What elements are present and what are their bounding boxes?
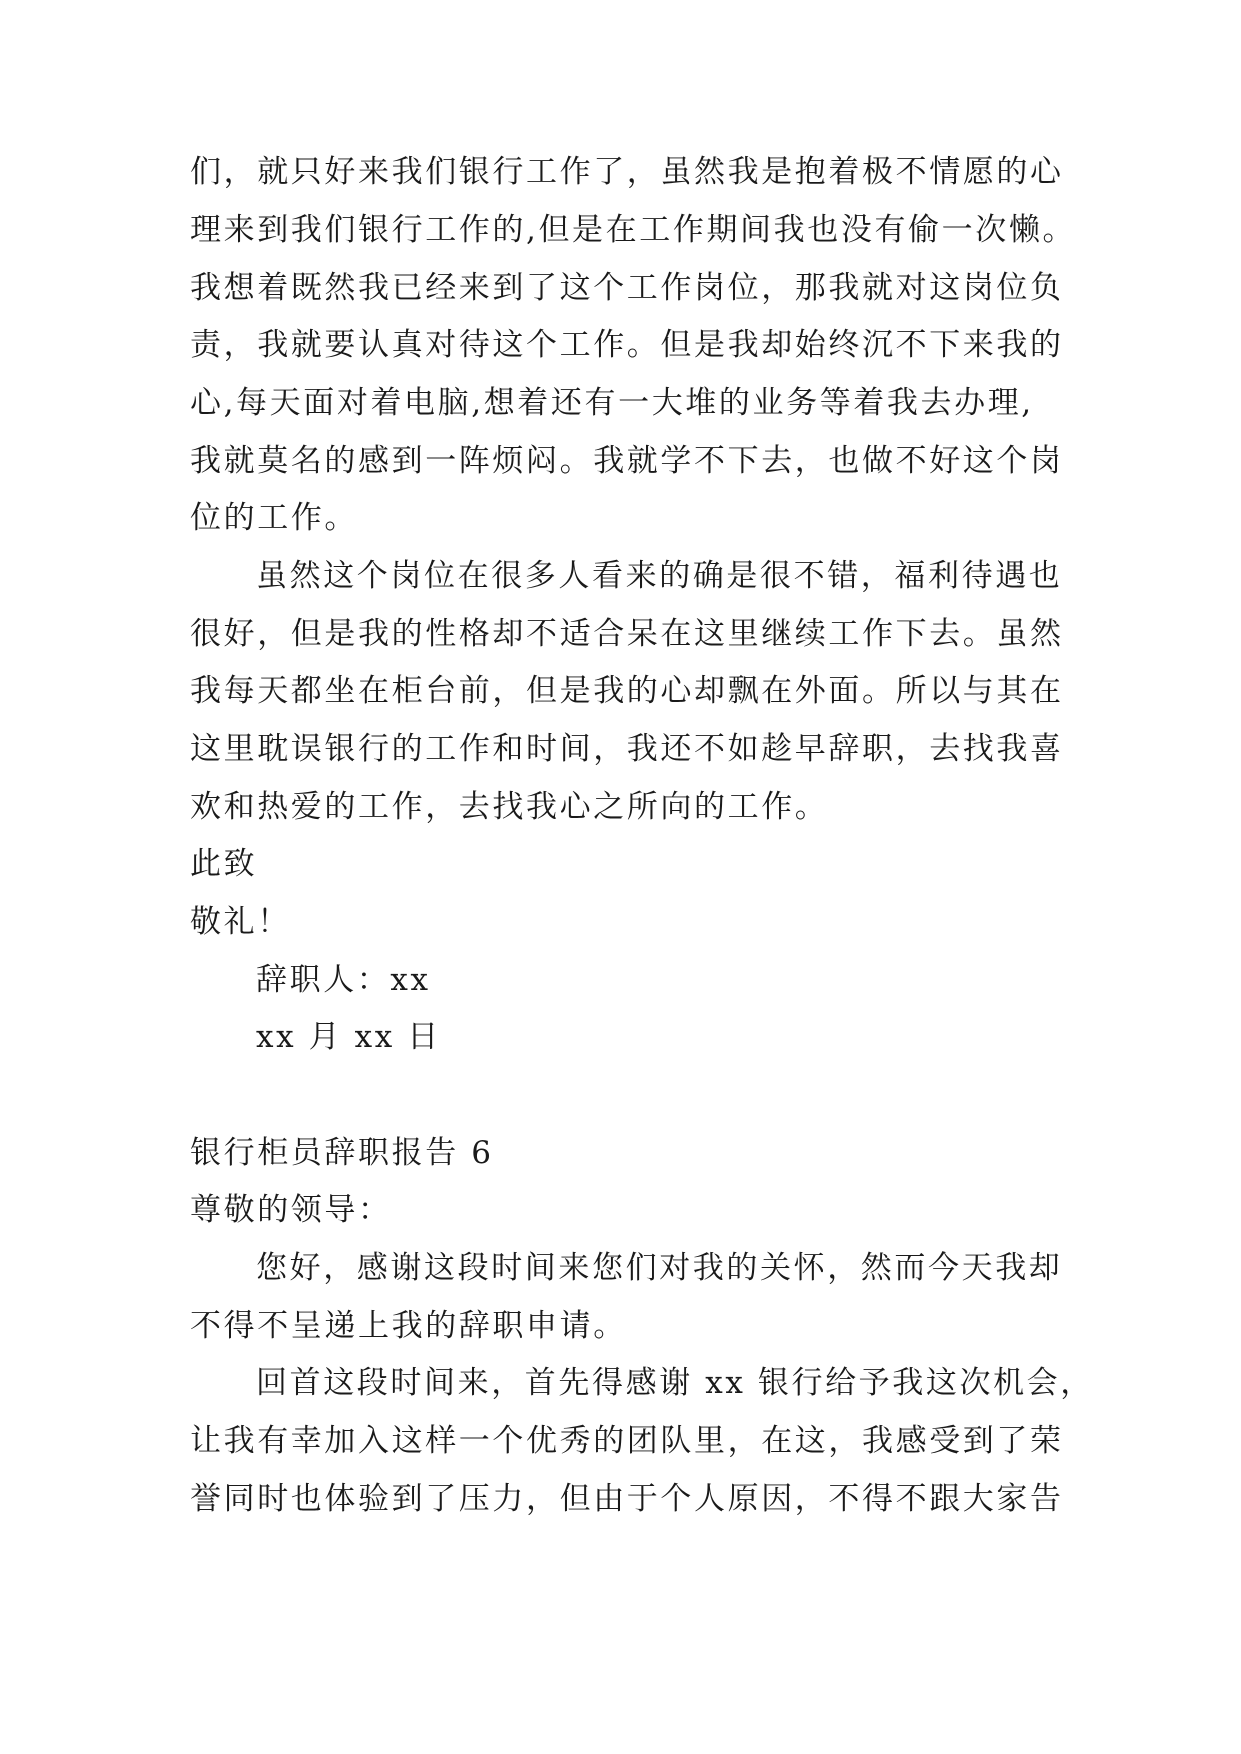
section-title: 银行柜员辞职报告 6 xyxy=(190,1135,494,1171)
signature-name: 辞职人：xx xyxy=(256,962,431,998)
body-text-line: 我每天都坐在柜台前，但是我的心却飘在外面。所以与其在 xyxy=(190,673,1064,709)
body-text-line: 们，就只好来我们银行工作了，虽然我是抱着极不情愿的心 xyxy=(190,154,1064,190)
body-text-line: 位的工作。 xyxy=(190,500,358,536)
body-text-line: 这里耽误银行的工作和时间，我还不如趁早辞职，去找我喜 xyxy=(190,731,1064,767)
body-text-line: 心,每天面对着电脑,想着还有一大堆的业务等着我去办理, xyxy=(190,385,1034,421)
body-text-line: 不得不呈递上我的辞职申请。 xyxy=(190,1308,627,1344)
closing-regards: 敬礼！ xyxy=(190,904,291,940)
body-text-line: 责，我就要认真对待这个工作。但是我却始终沉不下来我的 xyxy=(190,327,1064,363)
letter-greeting: 尊敬的领导： xyxy=(190,1192,392,1228)
body-text-line: 欢和热爱的工作，去找我心之所向的工作。 xyxy=(190,789,829,825)
body-text-line: 我想着既然我已经来到了这个工作岗位，那我就对这岗位负 xyxy=(190,270,1064,306)
closing-salutation: 此致 xyxy=(190,846,258,882)
paragraph-start-line: 虽然这个岗位在很多人看来的确是很不错，福利待遇也 xyxy=(256,558,1063,594)
paragraph-start-line: 回首这段时间来，首先得感谢 xx 银行给予我这次机会， xyxy=(256,1365,1094,1401)
body-text-line: 很好，但是我的性格却不适合呆在这里继续工作下去。虽然 xyxy=(190,616,1064,652)
signature-date: xx 月 xx 日 xyxy=(256,1019,441,1055)
body-text-line: 让我有幸加入这样一个优秀的团队里，在这，我感受到了荣 xyxy=(190,1423,1064,1459)
paragraph-start-line: 您好，感谢这段时间来您们对我的关怀，然而今天我却 xyxy=(256,1250,1063,1286)
body-text-line: 理来到我们银行工作的,但是在工作期间我也没有偷一次懒。 xyxy=(190,212,1077,248)
body-text-line: 誉同时也体验到了压力，但由于个人原因，不得不跟大家告 xyxy=(190,1481,1064,1517)
body-text-line: 我就莫名的感到一阵烦闷。我就学不下去，也做不好这个岗 xyxy=(190,443,1064,479)
